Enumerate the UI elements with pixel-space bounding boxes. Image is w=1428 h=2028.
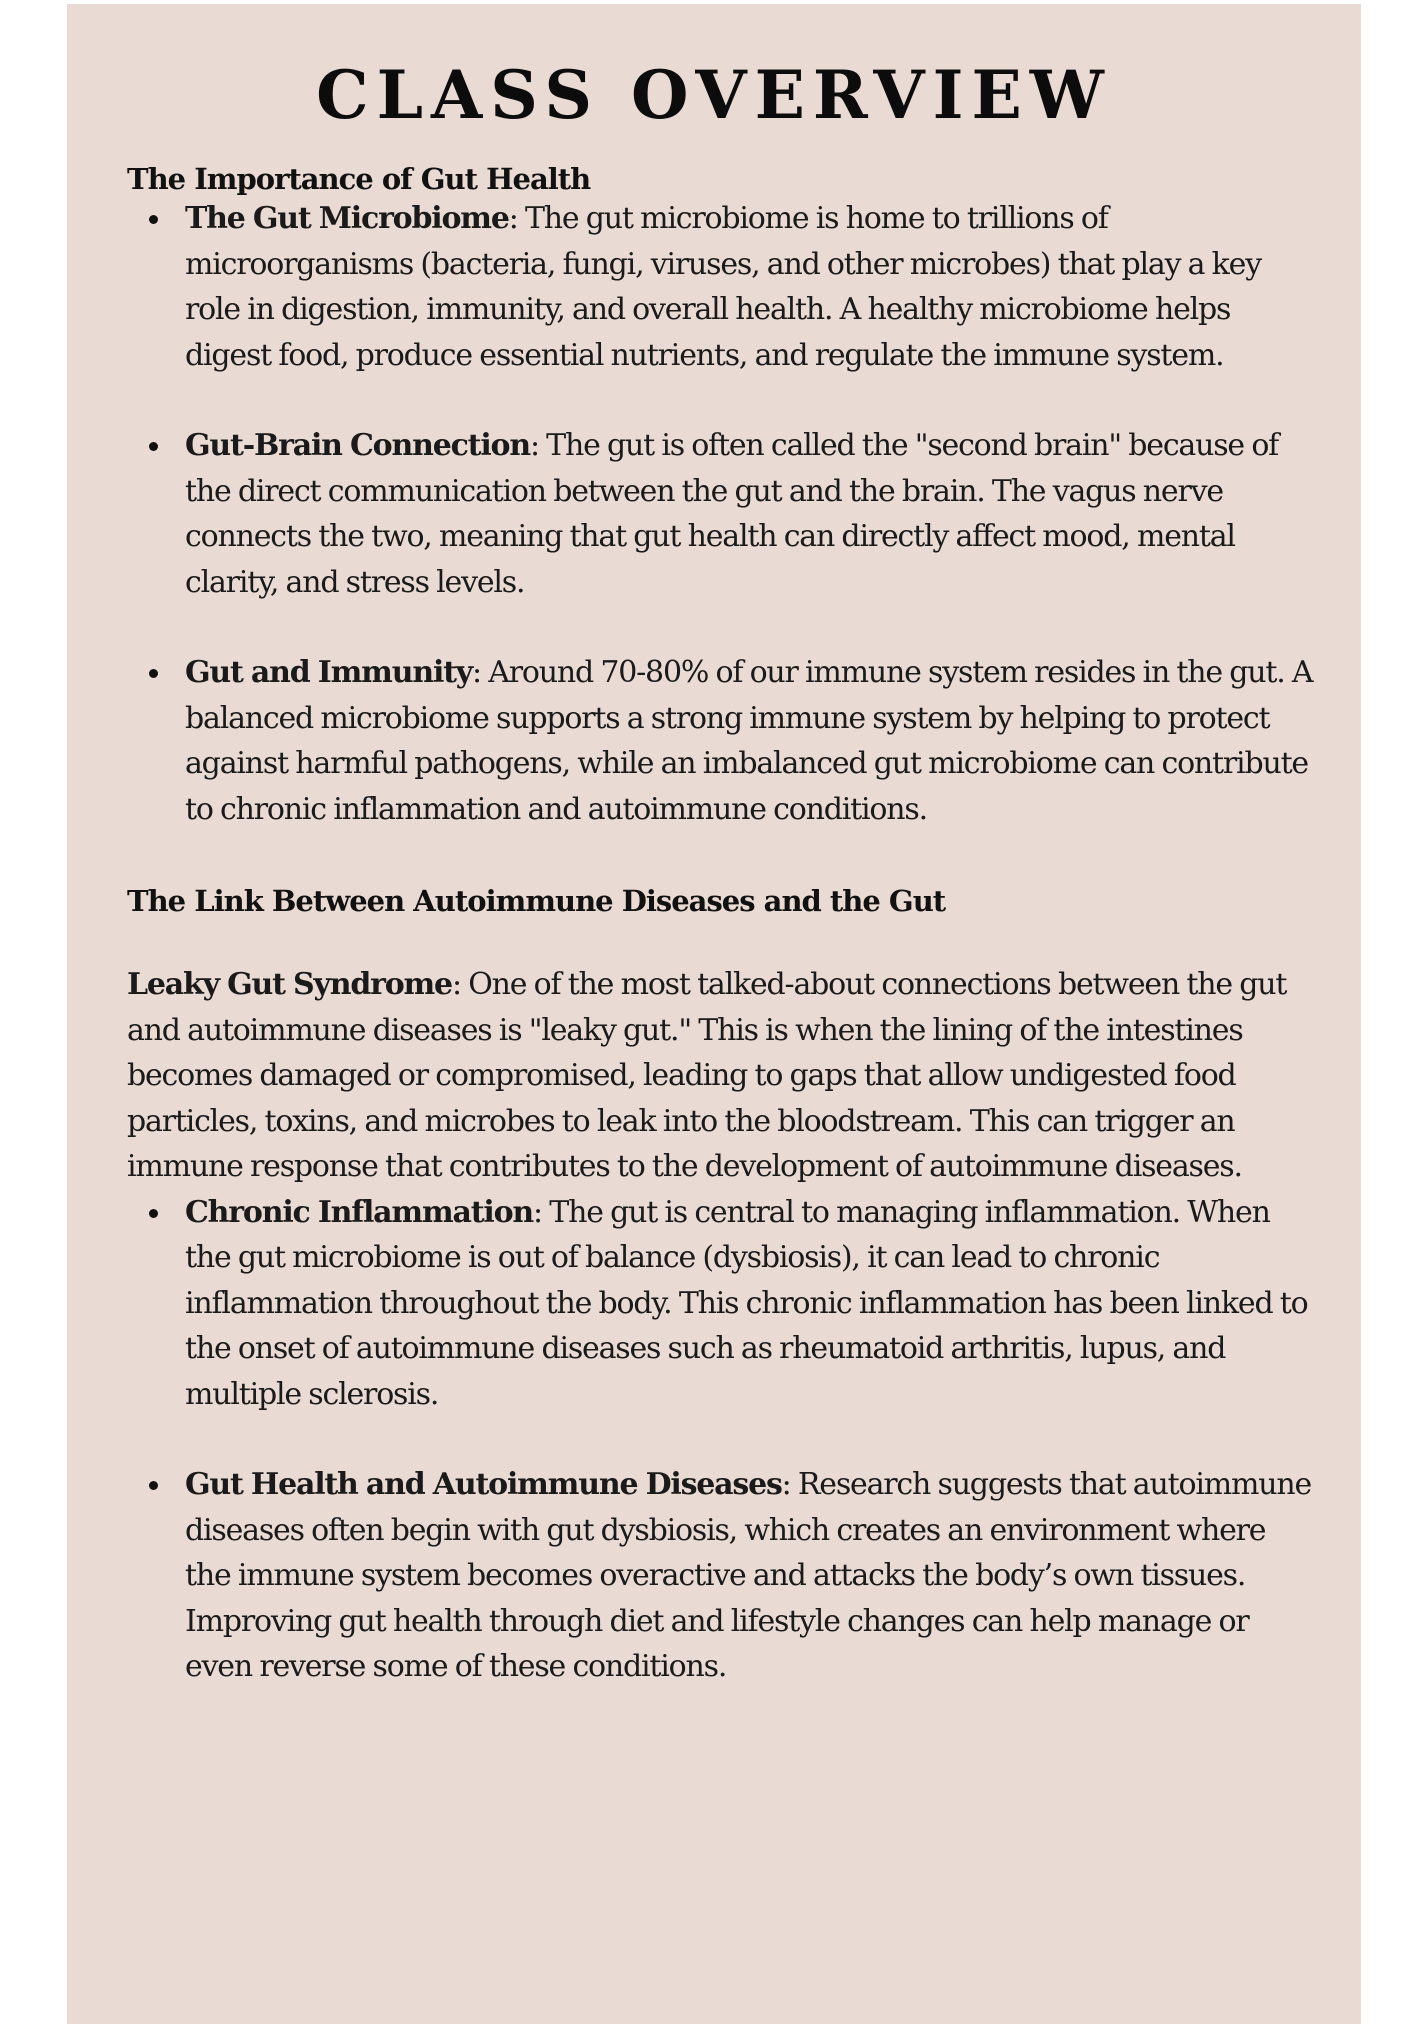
item-lead: The Gut Microbiome xyxy=(185,201,509,236)
paragraph-lead: Leaky Gut Syndrome xyxy=(127,967,452,1002)
autoimmune-list xyxy=(127,1190,1361,1690)
leaky-gut-paragraph xyxy=(127,962,1313,1190)
item-text: : The gut is often called the "second brain" because of the direct communication between the gut and the brain. The vagus nerve connects the two, meaning that gut health can directly affect mood, mental clarity, and stress levels. xyxy=(185,428,1279,600)
list-item xyxy=(127,196,1315,378)
paragraph-text: : One of the most talked-about connections between the gut and autoimmune diseases is "leaky gut." This is when the lining of the intestines becomes damaged or compromised, leading to gaps that allow undigested food particles, toxins, and microbes to leak into the bloodstream. This can trigger an immune response that contributes to the development of autoimmune diseases. xyxy=(127,967,1287,1184)
bullet-icon xyxy=(149,1481,158,1490)
list-item xyxy=(127,1190,1315,1418)
item-text: : The gut microbiome is home to trillions of microorganisms (bacteria, fungi, viruses, and other microbes) that play a key role in digestion, immunity, and overall health. A healthy microbiome helps digest food, produce essential nutrients, and regulate the immune system. xyxy=(185,201,1261,373)
bullet-icon xyxy=(149,1209,158,1218)
item-lead: Gut Health and Autoimmune Diseases xyxy=(185,1467,782,1502)
item-text: : Around 70-80% of our immune system resides in the gut. A balanced microbiome supports a strong immune system by helping to protect against harmful pathogens, while an imbalanced gut microbiome can contribute to chronic inflammation and autoimmune conditions. xyxy=(185,655,1313,827)
document-page xyxy=(67,4,1361,2024)
page-title: CLASS OVERVIEW xyxy=(316,56,1112,134)
item-lead: Chronic Inflammation xyxy=(185,1194,534,1230)
bullet-icon xyxy=(149,442,158,451)
item-lead: Gut and Immunity xyxy=(185,655,473,690)
section-heading-gut-health: The Importance of Gut Health xyxy=(127,162,591,196)
list-item xyxy=(127,423,1315,605)
item-lead: Gut-Brain Connection xyxy=(185,428,530,463)
section-heading-autoimmune-link: The Link Between Autoimmune Diseases and the Gut xyxy=(127,884,946,918)
gut-health-list xyxy=(127,196,1361,832)
list-item xyxy=(127,1462,1315,1690)
bullet-icon xyxy=(149,669,158,678)
bullet-icon xyxy=(149,215,158,224)
item-text: : The gut is central to managing inflammation. When the gut microbiome is out of balance (dysbiosis), it can lead to chronic inflammation throughout the body. This chronic inflammation has been linked to the onset of autoimmune diseases such as rheumatoid arthritis, lupus, and multiple sclerosis. xyxy=(185,1194,1308,1412)
list-item xyxy=(127,650,1315,832)
item-text: : Research suggests that autoimmune diseases often begin with gut dysbiosis, which creates an environment where the immune system becomes overactive and attacks the body’s own tissues. Improving gut health through diet and lifestyle changes can help manage or even reverse some of these conditions. xyxy=(185,1467,1312,1684)
